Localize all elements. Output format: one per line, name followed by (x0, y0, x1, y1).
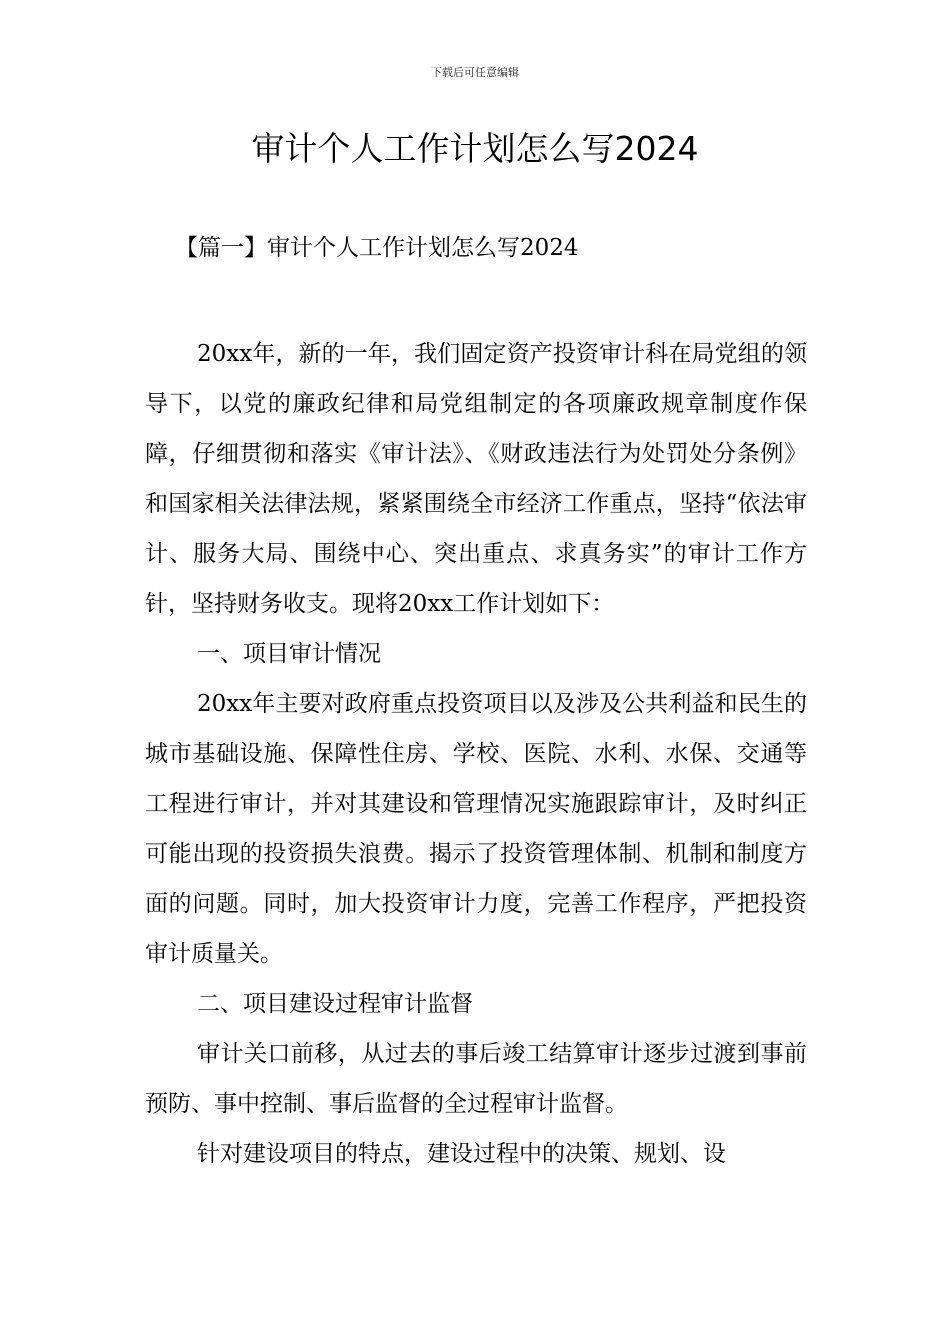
paragraph-heading-project-audit: 一、项目审计情况 (197, 641, 381, 667)
header-note: 下载后可任意编辑 (431, 66, 519, 79)
paragraph-heading-process-audit: 二、项目建设过程审计监督 (197, 991, 473, 1017)
paragraph-process-audit: 审计关口前移，从过去的事后竣工结算审计逐步过渡到事前预防、事中控制、事后监督的全过程审计监督。 (145, 1041, 807, 1117)
document-body (145, 329, 807, 1179)
document-title: 审计个人工作计划怎么写2024 (251, 129, 699, 168)
paragraph-intro: 20xx年，新的一年，我们固定资产投资审计科在局党组的领导下，以党的廉政纪律和局党组制定的各项廉政规章制度作保障，仔细贯彻和落实《审计法》、《财政违法行为处罚处分条例》和国家相关法律法规，紧紧围绕全市经济工作重点，坚持“依法审计、服务大局、围绕中心、突出重点、求真务实”的审计工作方针，坚持财务收支。现将20xx工作计划如下： (145, 341, 807, 617)
paragraph-project-audit: 20xx年主要对政府重点投资项目以及涉及公共利益和民生的城市基础设施、保障性住房、学校、医院、水利、水保、交通等工程进行审计，并对其建设和管理情况实施跟踪审计，及时纠正可能出现的投资损失浪费。揭示了投资管理体制、机制和制度方面的问题。同时，加大投资审计力度，完善工作程序，严把投资审计质量关。 (145, 691, 807, 967)
paragraph-construction-features: 针对建设项目的特点，建设过程中的决策、规划、设 (197, 1141, 726, 1167)
section-heading: 【篇一】审计个人工作计划怎么写2024 (175, 235, 579, 261)
